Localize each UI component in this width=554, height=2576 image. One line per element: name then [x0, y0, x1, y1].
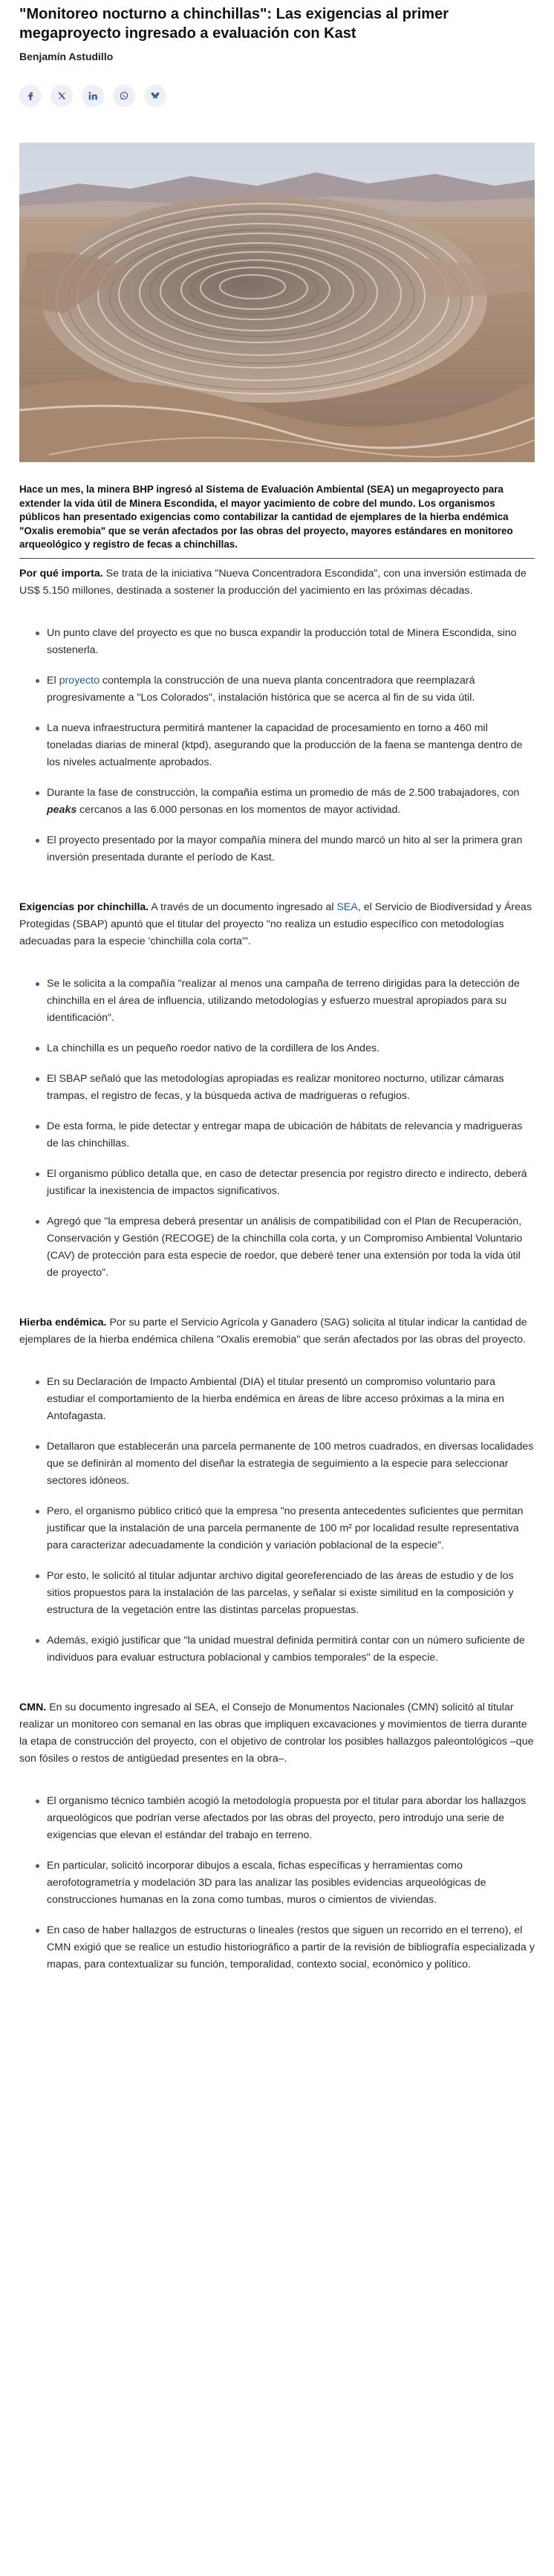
- section-label: Hierba endémica.: [19, 1316, 107, 1328]
- list-item: La nueva infraestructura permitirá mantener la capacidad de procesamiento en torno a 460 mil toneladas diarias de mineral (ktpd), asegurando que la producción de la faena se mantenga dentro de los niveles actualmente aprobados.: [36, 720, 535, 771]
- list-item: Pero, el organismo público criticó que la empresa "no presenta antecedentes suficientes que permitan justificar que la instalación de una parcela permanente de 100 m² por localidad resulte representativa para caracterizar adecuadamente la condición y variación poblacional de la especie".: [36, 1503, 535, 1554]
- x-icon: [56, 91, 67, 101]
- share-facebook-button[interactable]: [19, 85, 42, 107]
- linkedin-icon: [88, 91, 98, 101]
- list-item: De esta forma, le pide detectar y entregar mapa de ubicación de hábitats de relevancia y madrigueras de las chinchillas.: [36, 1118, 535, 1152]
- list-item: Agregó que "la empresa deberá presentar un análisis de compatibilidad con el Plan de Recuperación, Conservación y Gestión (RECOGE) de la chinchilla cola corta, y un Compromiso Ambiental Voluntario (CAV) de protección para esta especie de roedor, que deberé tener una extensión por toda la vida útil de proyecto".: [36, 1213, 535, 1282]
- proyecto-link[interactable]: proyecto: [59, 674, 100, 687]
- section-text: Se trata de la iniciativa "Nueva Concentradora Escondida", con una inversión estimada de US$ 5.150 millones, destinada a sostener la producción del yacimiento en las próximas décadas.: [19, 567, 527, 597]
- list-item: El proyecto contempla la construcción de una nueva planta concentradora que reemplazará progresivamente a "Los Colorados", instalación histórica que se acerca al fin de su vida útil.: [36, 672, 535, 707]
- list-item: En caso de haber hallazgos de estructuras o lineales (restos que siguen un recorrido en el terreno), el CMN exigió que se realice un estudio historiográfico a partir de la revisión de bibliografía especializada y mapas, para contextualizar su función, temporalidad, contexto social, económico y político.: [36, 1922, 535, 1973]
- sea-link[interactable]: SEA: [336, 901, 358, 913]
- whatsapp-icon: [119, 91, 129, 101]
- section-cmn: [19, 1699, 535, 1768]
- headline: "Monitoreo nocturno a chinchillas": Las exigencias al primer megaproyecto ingresado a evaluación con Kast: [19, 6, 449, 42]
- section-text: Por su parte el Servicio Agrícola y Ganadero (SAG) solicita al titular indicar la cantidad de ejemplares de la hierba endémica chilena "Oxalis eremobia" que serán afectados por las obras del proyecto.: [19, 1316, 527, 1346]
- share-bluesky-button[interactable]: [144, 85, 166, 107]
- list-item: En particular, solicitó incorporar dibujos a escala, fichas específicas y herramientas como aerofotogrametría y modelación 3D para las analizar las posibles evidencias arqueológicas de construcciones humanas en la zona como tumbas, muros o cimientos de viviendas.: [36, 1858, 535, 1909]
- share-whatsapp-button[interactable]: [113, 85, 135, 107]
- article-lead: Hace un mes, la minera BHP ingresó al Sistema de Evaluación Ambiental (SEA) un megaproyecto para extender la vida útil de Minera Escondida, el mayor yacimiento de cobre del mundo. Los organismos públicos han presentado exigencias como contabilizar la cantidad de ejemplares de la hierba endémica "Oxalis eremobia" que se verán afectados por las obras del proyecto, mayores estándares en monitoreo arqueológico y registro de fecas a chinchillas.: [19, 483, 535, 559]
- list-item: Por esto, le solicitó al titular adjuntar archivo digital georeferenciado de las áreas de estudio y de los sitios propuestos para la instalación de las parcelas, y señalar si existe similitud en la composición y estructura de la vegetación entre las distintas parcelas propuestas.: [36, 1568, 535, 1619]
- section-chinchilla: Exigencias por chinchilla. A través de un documento ingresado al SEA, el Servicio de Biodiversidad y Áreas Protegidas (SBAP) apuntó que el titular del proyecto "no realiza un estudio específico con metodologías adecuadas para la especie 'chinchilla cola corta'".: [19, 901, 532, 947]
- list-item: La chinchilla es un pequeño roedor nativo de la cordillera de los Andes.: [36, 1040, 535, 1057]
- list-item: El proyecto presentado por la mayor compañía minera del mundo marcó un hito al ser la primera gran inversión presentada durante el período de Kast.: [36, 832, 535, 866]
- list-item: En su Declaración de Impacto Ambiental (DIA) el titular presentó un compromiso voluntario para estudiar el comportamiento de la hierba endémica en áreas de libre acceso próximas a la mina en Antofagasta.: [36, 1374, 535, 1425]
- share-linkedin-button[interactable]: [82, 85, 104, 107]
- share-x-button[interactable]: [50, 85, 73, 107]
- emphasis: peaks: [47, 803, 77, 816]
- list-item: Se le solicita a la compañía "realizar al menos una campaña de terreno dirigidas para la detección de chinchilla en el área de influencia, utilizando metodologías y esfuerzo muestral apropiados para su identificación".: [36, 976, 535, 1027]
- section-label: Exigencias por chinchilla.: [19, 901, 149, 913]
- section-hierba-endemica: [19, 1314, 535, 1349]
- section-label: CMN.: [19, 1701, 47, 1713]
- hero-image: [19, 143, 535, 462]
- bullet-list-2: [36, 968, 535, 1282]
- section-label: Por qué importa.: [19, 567, 103, 580]
- list-item: Detallaron que establecerán una parcela permanente de 100 metros cuadrados, en diversas localidades que se definirán al momento del diseñar la estrategia de seguimiento a la especie para seleccionar sectores idóneos.: [36, 1438, 535, 1490]
- section-text: En su documento ingresado al SEA, el Consejo de Monumentos Nacionales (CMN) solicitó al titular realizar un monitoreo con semanal en las obras que impliquen excavaciones y movimientos de tierra durante la etapa de construcción del proyecto, con el objetivo de controlar los posibles hallazgos paleontológicos –que son fósiles o restos de antigüedad presentes en la obra–.: [19, 1701, 534, 1765]
- author-name[interactable]: Benjamín Astudillo: [19, 51, 114, 62]
- facebook-icon: [25, 91, 36, 101]
- list-item: El SBAP señaló que las metodologías apropiadas es realizar monitoreo nocturno, utilizar cámaras trampas, el registro de fecas, y la búsqueda activa de madrigueras o refugios.: [36, 1071, 535, 1105]
- bullet-list-4: [36, 1785, 535, 1973]
- open-pit-mine-image: [19, 143, 535, 462]
- bullet-list-3: [36, 1366, 535, 1667]
- list-item: El organismo técnico también acogió la metodología propuesta por el titular para abordar los hallazgos arqueológicos que podrían verse afectados por las obras del proyecto, pero introdujo una serie de exigencias que elevan el estándar del trabajo en terreno.: [36, 1793, 535, 1844]
- list-item: Un punto clave del proyecto es que no busca expandir la producción total de Minera Escondida, sino sostenerla.: [36, 625, 535, 659]
- bullet-list-1: [36, 617, 535, 866]
- section-por-que-importa: [19, 565, 535, 600]
- bluesky-icon: [150, 91, 160, 101]
- list-item: Además, exigió justificar que "la unidad muestral definida permitirá contar con un número suficiente de individuos para evaluar estructura poblacional y cambios temporales" de la especie.: [36, 1632, 535, 1667]
- list-item: Durante la fase de construcción, la compañía estima un promedio de más de 2.500 trabajadores, con peaks cercanos a las 6.000 personas en los momentos de mayor actividad.: [36, 785, 535, 819]
- list-item: El organismo público detalla que, en caso de detectar presencia por registro directo e indirecto, deberá justificar la inexistencia de impactos significativos.: [36, 1166, 535, 1200]
- share-bar: [19, 85, 535, 107]
